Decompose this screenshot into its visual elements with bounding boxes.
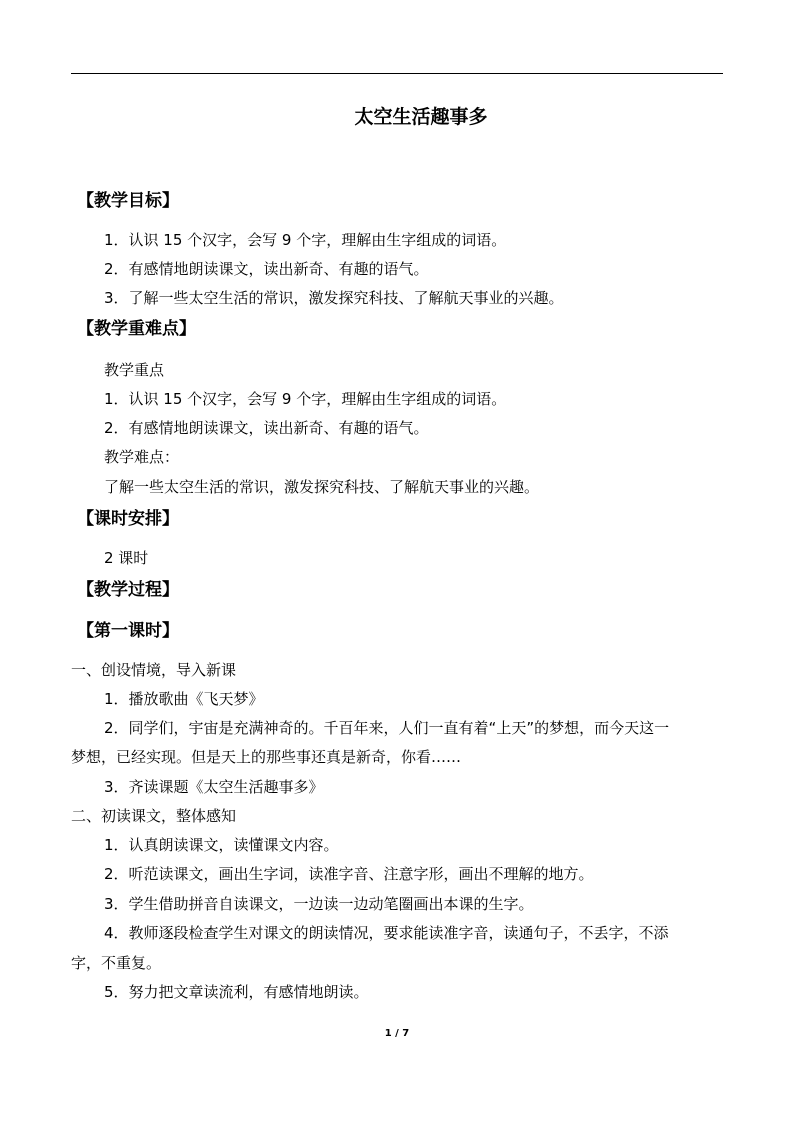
part1-item: 2．同学们，宇宙是充满神奇的。千百年来，人们一直有着“上天”的梦想，而今天这一	[104, 719, 670, 737]
focus-item: 2．有感情地朗读课文，读出新奇、有趣的语气。	[104, 419, 429, 437]
part2-item: 1．认真朗读课文，读懂课文内容。	[104, 836, 339, 854]
schedule-heading: 【课时安排】	[77, 509, 179, 529]
goals-heading: 【教学目标】	[77, 191, 179, 211]
schedule-text: 2 课时	[104, 549, 149, 567]
header-rule	[71, 73, 723, 74]
part2-item: 3．学生借助拼音自读课文，一边读一边动笔圈画出本课的生字。	[104, 895, 534, 913]
part1-item: 1．播放歌曲《飞天梦》	[104, 690, 264, 708]
focus-label: 教学重点	[104, 361, 165, 379]
key-points-heading: 【教学重难点】	[77, 319, 196, 339]
part2-item: 4．教师逐段检查学生对课文的朗读情况，要求能读准字音，读通句子，不丢字，不添	[104, 924, 669, 942]
focus-item: 1．认识 15 个汉字，会写 9 个字，理解由生字组成的词语。	[104, 390, 507, 408]
part1-title: 一、创设情境，导入新课	[71, 661, 237, 679]
document-title: 太空生活趣事多	[354, 106, 488, 128]
goal-item: 3．了解一些太空生活的常识，激发探究科技、了解航天事业的兴趣。	[104, 289, 564, 307]
difficulty-text: 了解一些太空生活的常识，激发探究科技、了解航天事业的兴趣。	[104, 478, 540, 496]
part1-item: 3．齐读课题《太空生活趣事多》	[104, 778, 324, 796]
part2-item: 字，不重复。	[71, 954, 162, 972]
part2-title: 二、初读课文，整体感知	[71, 807, 237, 825]
difficulty-label: 教学难点：	[104, 448, 180, 466]
page-number: 1 / 7	[384, 1028, 410, 1039]
goal-item: 2．有感情地朗读课文，读出新奇、有趣的语气。	[104, 260, 429, 278]
process-heading: 【教学过程】	[77, 580, 179, 600]
part1-item: 梦想，已经实现。但是天上的那些事还真是新奇，你看……	[71, 748, 462, 766]
part2-item: 5．努力把文章读流利，有感情地朗读。	[104, 983, 369, 1001]
goal-item: 1．认识 15 个汉字，会写 9 个字，理解由生字组成的词语。	[104, 231, 507, 249]
part2-item: 2．听范读课文，画出生字词，读准字音、注意字形，画出不理解的地方。	[104, 865, 594, 883]
lesson-heading: 【第一课时】	[77, 621, 179, 641]
